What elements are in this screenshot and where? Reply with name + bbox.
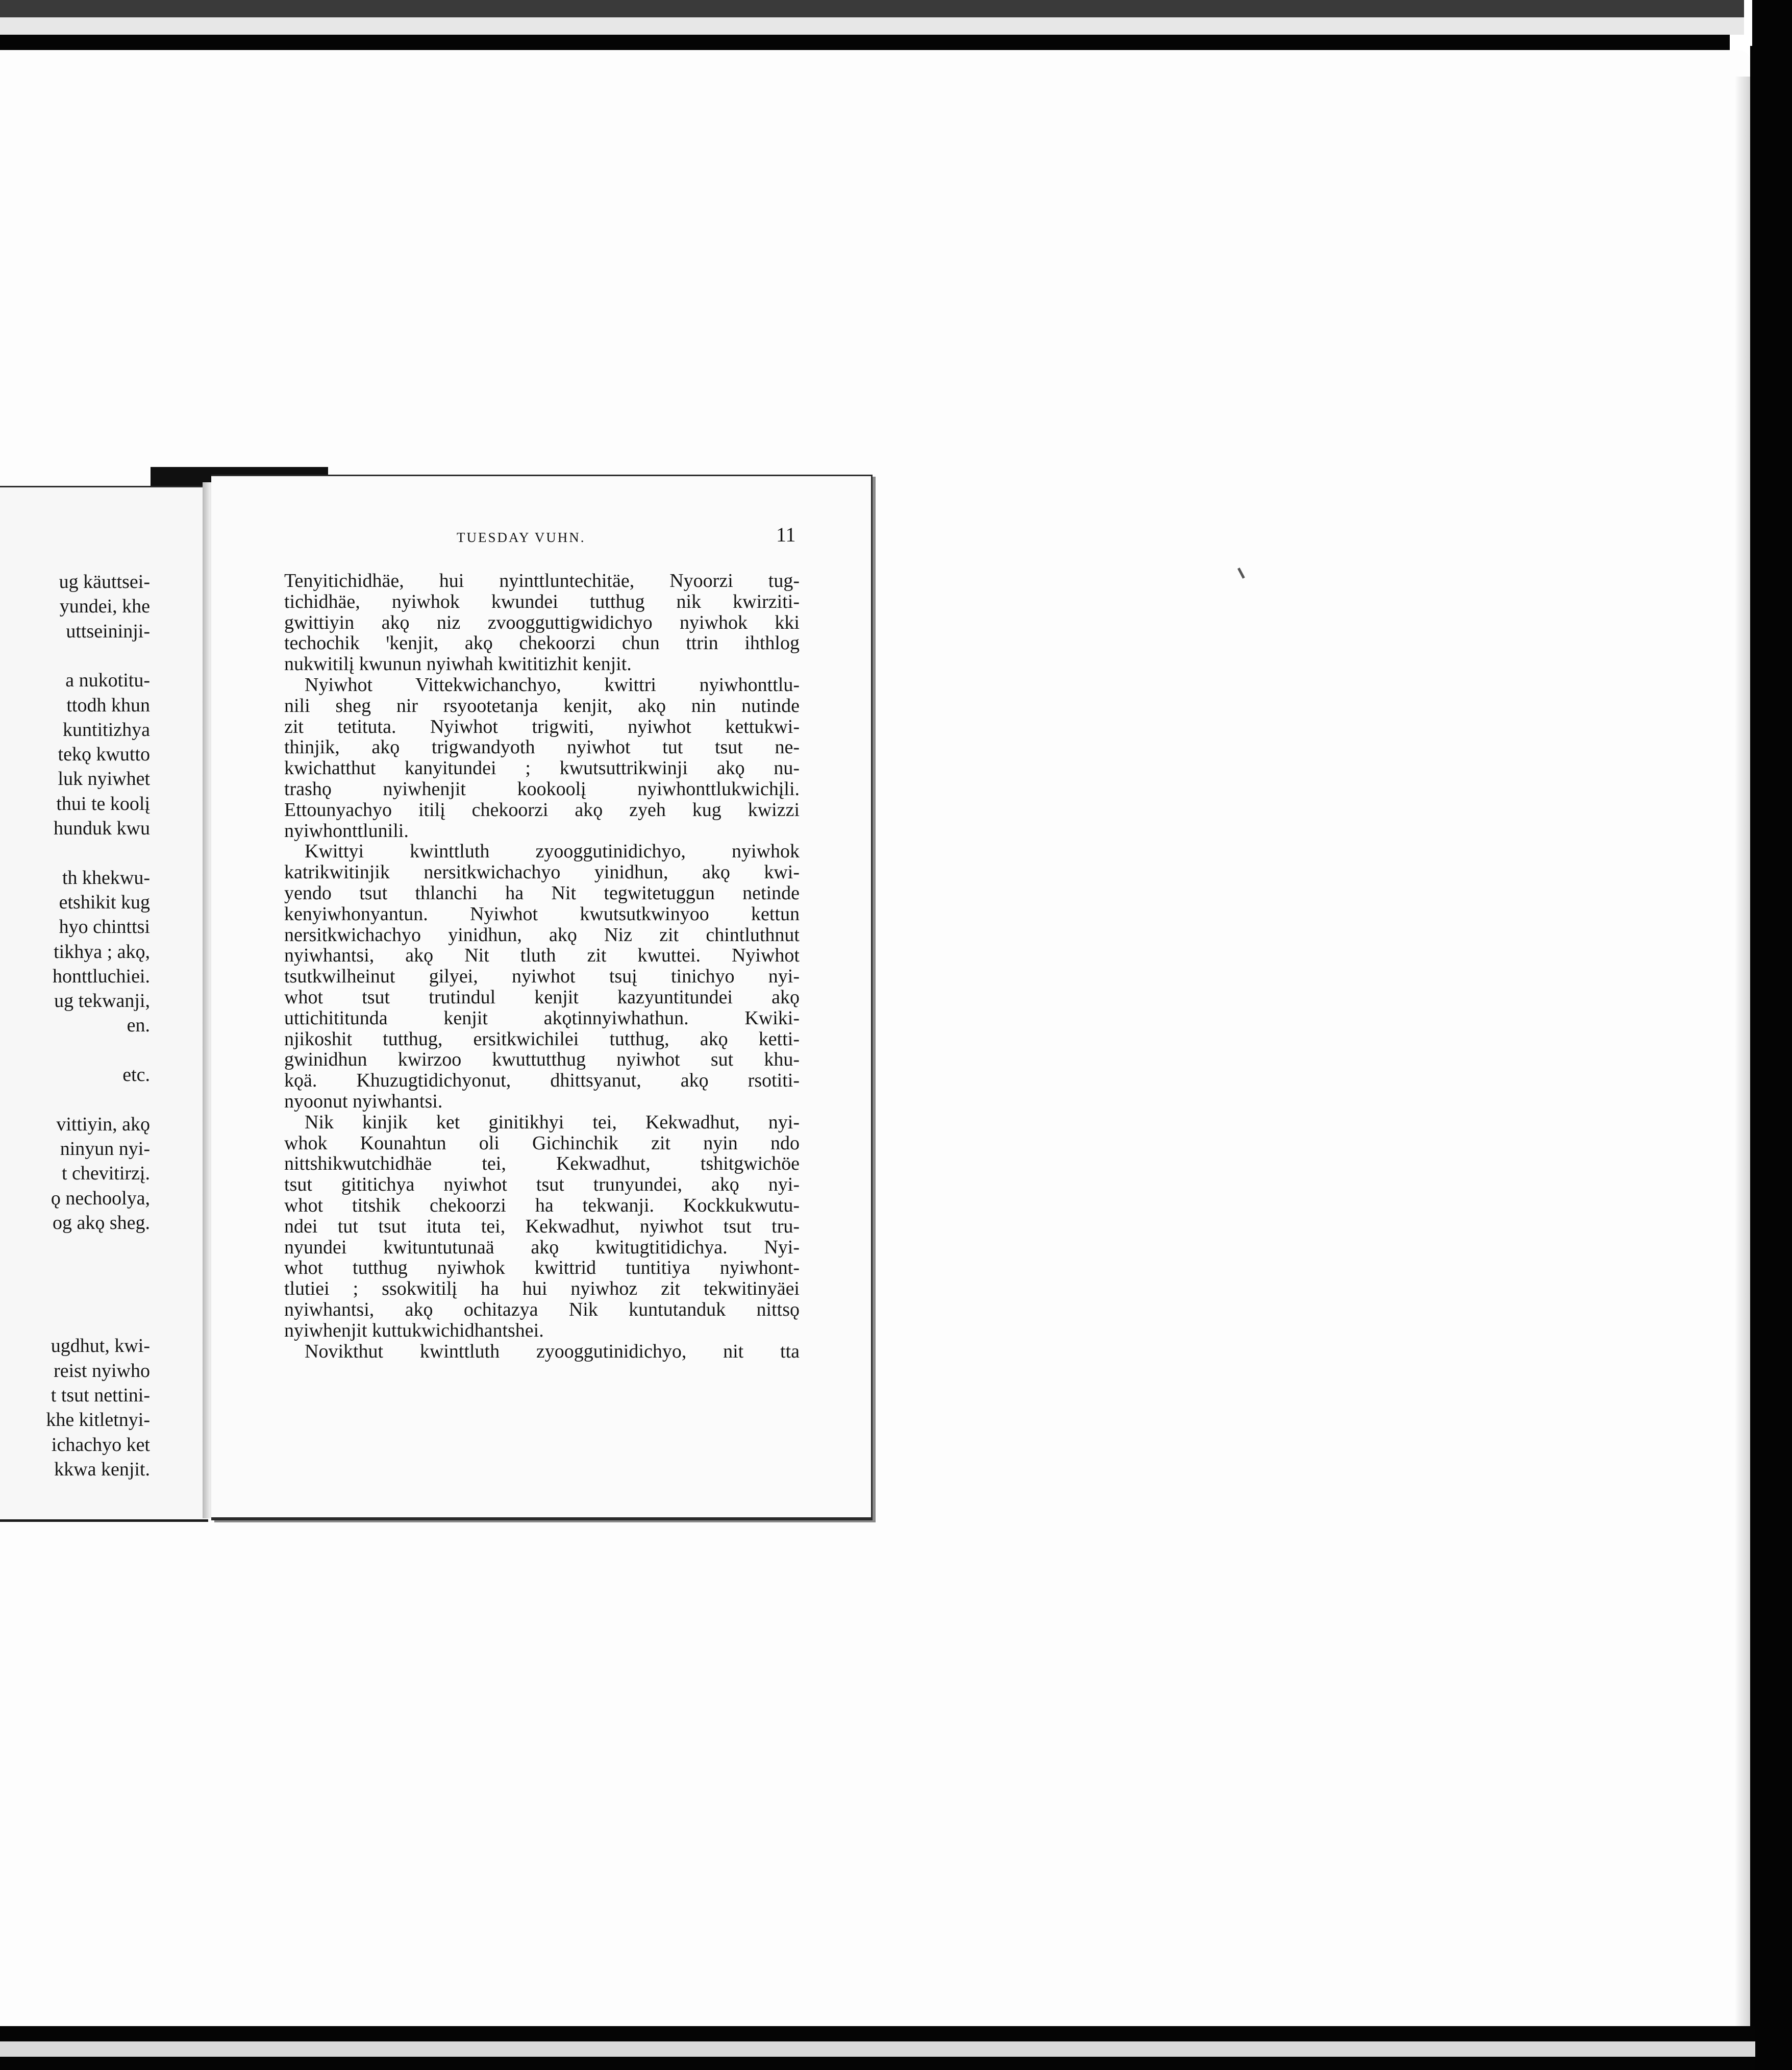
running-head: TUESDAY VUHN. xyxy=(457,530,586,545)
body-line: Ettounyachyo itilį chekoorzi akǫ zyeh kug kwizzi xyxy=(284,799,800,821)
left-page-line: a nukotitu- xyxy=(65,670,150,692)
body-line: whot tsut trutindul kenjit kazyuntitundei akǫ xyxy=(284,987,800,1008)
left-page-line: ug käuttsei- xyxy=(59,571,150,593)
body-line: ndei tut tsut ituta tei, Kekwadhut, nyiwhot tsut tru- xyxy=(284,1215,800,1237)
left-page-line: khe kitletnyi- xyxy=(46,1409,150,1431)
body-line: nukwitilį kwunun nyiwhah kwititizhit kenjit. xyxy=(284,653,632,675)
body-line: nyiwhenjit kuttukwichidhantshei. xyxy=(284,1319,544,1341)
left-page-line: uttseininji- xyxy=(66,620,150,642)
body-line: Nyiwhot Vittekwichanchyo, kwittri nyiwhonttlu- xyxy=(305,674,800,696)
left-page-line: ninyun nyi- xyxy=(60,1138,150,1160)
left-page-line: kuntitizhya xyxy=(63,719,150,741)
left-page-line: luk nyiwhet xyxy=(58,768,150,790)
left-page-line: etshikit kug xyxy=(59,891,150,913)
left-page-line: th khekwu- xyxy=(62,867,150,889)
body-line: nyoonut nyiwhantsi. xyxy=(284,1091,443,1112)
left-page-line: tekǫ kwutto xyxy=(58,744,150,766)
body-line: tlutiei ; ssokwitilį ha hui nyiwhoz zit tekwitinyäei xyxy=(284,1278,800,1300)
body-line: nili sheg nir rsyootetanja kenjit, akǫ nin nutinde xyxy=(284,695,800,717)
paper-edge-shadow xyxy=(1734,77,1751,2026)
body-line: Kwittyi kwinttluth zyooggutinidichyo, nyiwhok xyxy=(305,841,800,862)
body-line: nyiwhonttlunili. xyxy=(284,820,409,842)
film-top-band xyxy=(0,17,1748,35)
body-line: techochik ꞌkenjit, akǫ chekoorzi chun ttrin ihthlog xyxy=(284,632,800,654)
body-line: Tenyitichidhäe, hui nyinttluntechitäe, Nyoorzi tug- xyxy=(284,570,800,592)
body-line: nyiwhantsi, akǫ ochitazya Nik kuntutanduk nittsǫ xyxy=(284,1299,800,1320)
left-page-line: ttodh khun xyxy=(66,694,150,716)
left-page-line: en. xyxy=(127,1015,150,1037)
left-page-line: etc. xyxy=(122,1064,150,1086)
body-line: trashǫ nyiwhenjit kookoolį nyiwhonttlukwichįli. xyxy=(284,778,800,800)
body-line: Nik kinjik ket ginitikhyi tei, Kekwadhut, nyi- xyxy=(305,1111,800,1133)
body-line: kǫä. Khuzugtidichyonut, dhittsyanut, akǫ rsotiti- xyxy=(284,1070,800,1092)
body-line: nersitkwichachyo yinidhun, akǫ Niz zit chintluthnut xyxy=(284,924,800,946)
left-page-line: honttluchiei. xyxy=(52,965,150,987)
left-page-line: t tsut nettini- xyxy=(51,1384,150,1406)
left-page-line: og akǫ sheg. xyxy=(52,1212,150,1234)
film-top-edge xyxy=(0,35,1730,50)
body-line: thinjik, akǫ trigwandyoth nyiwhot tut tsut ne- xyxy=(284,736,800,758)
left-page-line: ug tekwanji, xyxy=(54,990,150,1012)
body-line: tsutkwilheinut gilyei, nyiwhot tsuį tinichyo nyi- xyxy=(284,966,800,988)
body-line: nyiwhantsi, akǫ Nit tluth zit kwuttei. Nyiwhot xyxy=(284,945,800,967)
body-line: gwinidhun kwirzoo kwuttutthug nyiwhot sut khu- xyxy=(284,1049,800,1071)
left-page-line: tikhya ; akǫ, xyxy=(54,941,150,963)
film-right-border xyxy=(1750,0,1792,2070)
film-right-gap xyxy=(1744,0,1752,46)
body-line: tsut gititichya nyiwhot tsut trunyundei, akǫ nyi- xyxy=(284,1174,800,1196)
left-page-line: t chevitirzį. xyxy=(61,1163,150,1185)
left-page-line: kkwa kenjit. xyxy=(54,1458,150,1480)
body-line: Novikthut kwinttluth zyooggutinidichyo, nit tta xyxy=(305,1340,800,1362)
left-page-line: yundei, khe xyxy=(59,596,150,618)
page-number: 11 xyxy=(776,523,796,546)
body-line: whok Kounahtun oli Gichinchik zit nyin ndo xyxy=(284,1132,800,1154)
body-line: whot titshik chekoorzi ha tekwanji. Kockkukwutu- xyxy=(284,1195,800,1216)
left-page-line: reist nyiwho xyxy=(54,1360,150,1382)
body-line: kenyiwhonyantun. Nyiwhot kwutsutkwinyoo kettun xyxy=(284,903,800,925)
film-top-border xyxy=(0,0,1748,17)
left-page-line: ichachyo ket xyxy=(51,1434,150,1456)
body-line: kwichatthut kanyitundei ; kwutsuttrikwinji akǫ nu- xyxy=(284,757,800,779)
body-line: whot tutthug nyiwhok kwittrid tuntitiya nyiwhont- xyxy=(284,1257,800,1279)
body-line: uttichititunda kenjit akǫtinnyiwhathun. Kwiki- xyxy=(284,1007,800,1029)
body-line: tichidhäe, nyiwhok kwundei tutthug nik kwirziti- xyxy=(284,590,800,612)
film-bottom-band xyxy=(0,2041,1755,2057)
body-line: gwittiyin akǫ niz zvoogguttigwidichyo nyiwhok kki xyxy=(284,611,800,633)
body-line: yendo tsut thlanchi ha Nit tegwitetuggun netinde xyxy=(284,882,800,904)
left-page-line: hunduk kwu xyxy=(54,818,150,839)
left-page-line: ugdhut, kwi- xyxy=(51,1335,150,1357)
body-line: katrikwitinjik nersitkwichachyo yinidhun, akǫ kwi- xyxy=(284,861,800,883)
body-line: nyundei kwituntutunaä akǫ kwitugtitidichya. Nyi- xyxy=(284,1236,800,1258)
left-page-line: hyo chinttsi xyxy=(59,916,150,938)
left-page-line: vittiyin, akǫ xyxy=(56,1113,150,1135)
left-page-line: thui te koolį xyxy=(56,793,150,815)
left-page-line: ǫ nechoolya, xyxy=(51,1187,150,1209)
body-line: zit tetituta. Nyiwhot trigwiti, nyiwhot kettukwi- xyxy=(284,716,800,737)
body-line: nittshikwutchidhäe tei, Kekwadhut, tshitgwichöe xyxy=(284,1153,800,1175)
body-line: njikoshit tutthug, ersitkwichilei tutthug, akǫ ketti- xyxy=(284,1028,800,1050)
